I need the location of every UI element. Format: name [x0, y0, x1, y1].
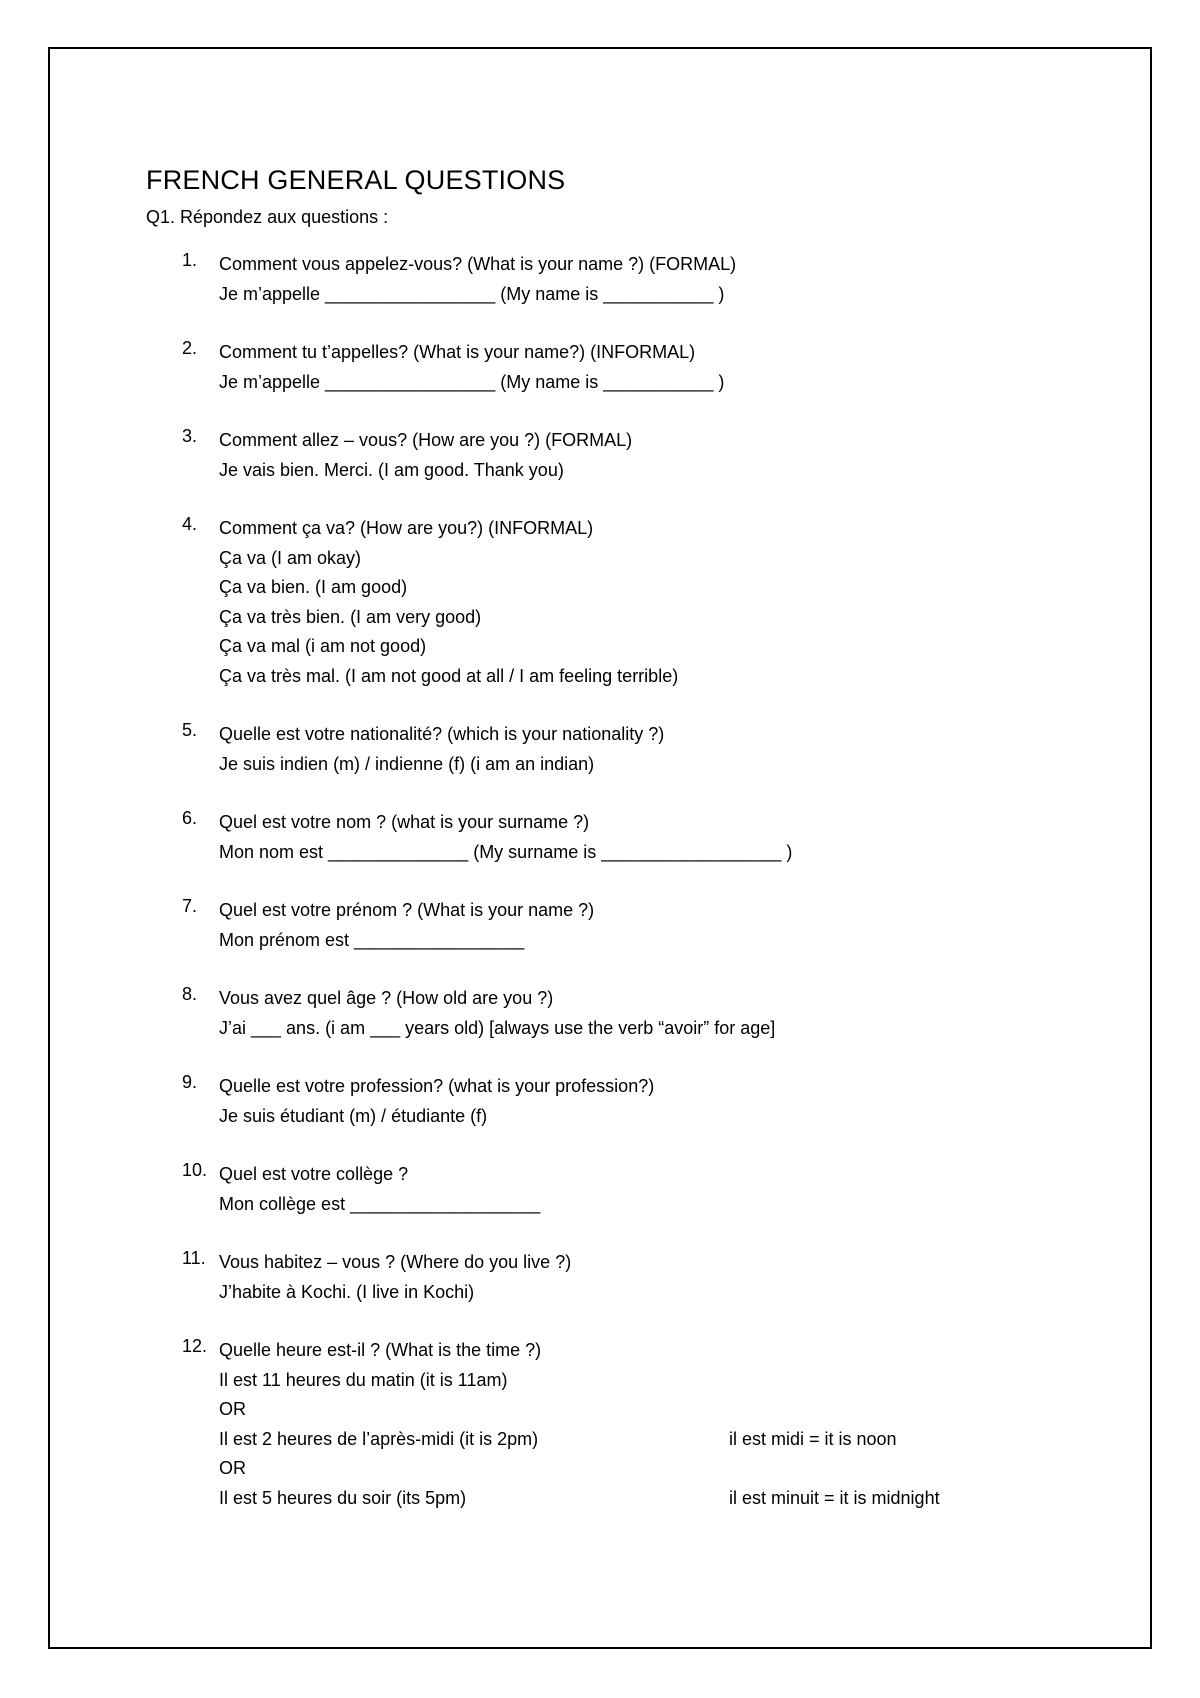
answer-text: Il est 5 heures du soir (its 5pm) — [219, 1487, 467, 1508]
answer-text: J’ai ___ ans. (i am ___ years old) [always use the verb “avoir” for age] — [219, 1017, 776, 1038]
question-text: Comment tu t’appelles? (What is your name?) (INFORMAL) — [219, 342, 696, 362]
vocab-note: il est minuit = it is midnight — [729, 1487, 940, 1508]
question-number: 2. — [182, 338, 198, 358]
question-item — [146, 720, 1146, 779]
answer-text: Mon collège est ___________________ — [219, 1193, 541, 1214]
question-number: 6. — [182, 808, 198, 828]
question-item — [146, 338, 1146, 397]
question-item — [146, 250, 1146, 309]
question-text: Quelle est votre profession? (what is your profession?) — [219, 1076, 655, 1096]
question-item — [146, 1248, 1146, 1307]
question-text: Vous avez quel âge ? (How old are you ?) — [219, 988, 554, 1008]
question-text: Vous habitez – vous ? (Where do you live ?) — [219, 1252, 572, 1272]
answer-text: Il est 11 heures du matin (it is 11am) — [219, 1369, 508, 1390]
answer-text: Je m’appelle _________________ (My name is ___________ ) — [219, 371, 725, 392]
answer-text: Je vais bien. Merci. (I am good. Thank you) — [219, 459, 564, 480]
answer-text: Mon nom est ______________ (My surname is __________________ ) — [219, 841, 793, 862]
question-item — [146, 426, 1146, 485]
question-number: 8. — [182, 984, 198, 1004]
answer-text: OR — [219, 1399, 246, 1419]
question-text: Quel est votre collège ? — [219, 1164, 409, 1184]
question-text: Quelle est votre nationalité? (which is your nationality ?) — [219, 724, 665, 744]
question-item — [146, 896, 1146, 955]
answer-text: Je suis indien (m) / indienne (f) (i am an indian) — [219, 753, 595, 774]
question-item — [146, 514, 1146, 691]
question-number: 10. — [182, 1160, 208, 1180]
question-number: 4. — [182, 514, 198, 534]
answer-text: Ça va mal (i am not good) — [219, 636, 427, 656]
question-text: Quel est votre nom ? (what is your surname ?) — [219, 812, 590, 832]
question-item — [146, 1336, 1146, 1513]
answer-row — [219, 1425, 1146, 1455]
question-text: Quelle heure est-il ? (What is the time ?) — [219, 1340, 542, 1360]
question-number: 9. — [182, 1072, 198, 1092]
question-item — [146, 808, 1146, 867]
vocab-note: il est midi = it is noon — [729, 1428, 897, 1449]
question-item — [146, 1160, 1146, 1219]
answer-row — [219, 1484, 1146, 1514]
question-list — [146, 250, 1146, 1542]
page-title: FRENCH GENERAL QUESTIONS — [146, 165, 566, 196]
question-item — [146, 1072, 1146, 1131]
answer-row — [219, 1454, 1146, 1484]
question-number: 7. — [182, 896, 198, 916]
question-number: 3. — [182, 426, 198, 446]
question-number: 1. — [182, 250, 198, 270]
answer-text: Il est 2 heures de l’après-midi (it is 2pm) — [219, 1428, 539, 1449]
question-number: 5. — [182, 720, 198, 740]
answer-text: Ça va bien. (I am good) — [219, 577, 408, 597]
instruction-text: Q1. Répondez aux questions : — [146, 207, 389, 227]
answer-text: Ça va (I am okay) — [219, 547, 362, 568]
question-text: Comment vous appelez-vous? (What is your name ?) (FORMAL) — [219, 254, 737, 274]
question-item — [146, 984, 1146, 1043]
question-number: 12. — [182, 1336, 208, 1356]
question-number: 11. — [182, 1248, 206, 1268]
answer-text: OR — [219, 1458, 246, 1478]
answer-text: Ça va très bien. (I am very good) — [219, 606, 482, 627]
answer-text: Ça va très mal. (I am not good at all / I am feeling terrible) — [219, 665, 679, 686]
question-text: Comment allez – vous? (How are you ?) (FORMAL) — [219, 430, 633, 450]
answer-text: Je m’appelle _________________ (My name is ___________ ) — [219, 283, 725, 304]
question-text: Quel est votre prénom ? (What is your name ?) — [219, 900, 595, 920]
question-text: Comment ça va? (How are you?) (INFORMAL) — [219, 518, 594, 538]
answer-text: J’habite à Kochi. (I live in Kochi) — [219, 1281, 475, 1302]
answer-text: Je suis étudiant (m) / étudiante (f) — [219, 1105, 488, 1126]
answer-text: Mon prénom est _________________ — [219, 929, 525, 950]
